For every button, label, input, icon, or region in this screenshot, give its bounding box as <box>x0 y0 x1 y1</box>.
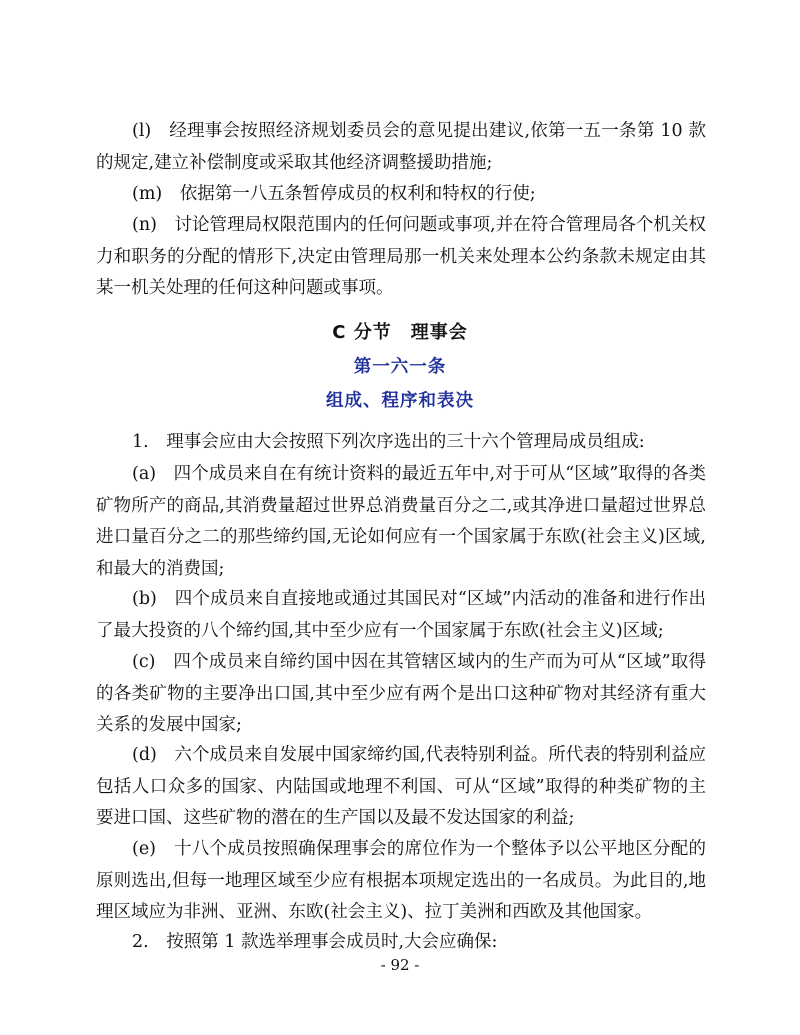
paragraph-c: (c) 四个成员来自缔约国中因在其管辖区域内的生产而为可从“区域”取得的各类矿物的主要净出口国,其中至少应有两个是出口这种矿物对其经济有重大关系的发展中国家; <box>96 652 706 735</box>
paragraph-e: (e) 十八个成员按照确保理事会的席位作为一个整体予以公平地区分配的原则选出,但每一地理区域至少应有根据本项规定选出的一名成员。为此目的,地理区域应为非洲、亚洲、东欧(社会主义)、拉丁美洲和西欧及其他国家。 <box>96 839 706 922</box>
paragraph-b: (b) 四个成员来自直接地或通过其国民对“区域”内活动的准备和进行作出了最大投资的八个缔约国,其中至少应有一个国家属于东欧(社会主义)区域; <box>96 589 706 641</box>
article-subtitle: 组成、程序和表决 <box>326 391 474 411</box>
paragraph-d: (d) 六个成员来自发展中国家缔约国,代表特别利益。所代表的特别利益应包括人口众多的国家、内陆国或地理不利国、可从“区域”取得的种类矿物的主要进口国、这些矿物的潜在的生产国以及最不发达国家的利益; <box>96 745 706 828</box>
article-number: 第一六一条 <box>353 357 447 377</box>
paragraph-n: (n) 讨论管理局权限范围内的任何问题或事项,并在符合管理局各个机关权力和职务的分配的情形下,决定由管理局那一机关来处理本公约条款未规定由其某一机关处理的任何这种问题或事项。 <box>96 215 706 298</box>
paragraph-l: (l) 经理事会按照经济规划委员会的意见提出建议,依第一五一条第 10 款的规定,建立补偿制度或采取其他经济调整援助措施; <box>96 121 706 173</box>
paragraph-m: (m) 依据第一八五条暂停成员的权利和特权的行使; <box>132 184 536 204</box>
page-number: - 92 - <box>380 956 420 974</box>
paragraph-1: 1. 理事会应由大会按照下列次序选出的三十六个管理局成员组成: <box>132 432 645 452</box>
section-title: C 分节 理事会 <box>332 322 468 343</box>
paragraph-a: (a) 四个成员来自在有统计资料的最近五年中,对于可从“区域”取得的各类矿物所产的商品,其消费量超过世界总消费量百分之二,或其净进口量超过世界总进口量百分之二的那些缔约国,无论如何应有一个国家属于东欧(社会主义)区域,和最大的消费国; <box>96 464 706 579</box>
paragraph-2: 2. 按照第 1 款选举理事会成员时,大会应确保: <box>132 932 498 952</box>
